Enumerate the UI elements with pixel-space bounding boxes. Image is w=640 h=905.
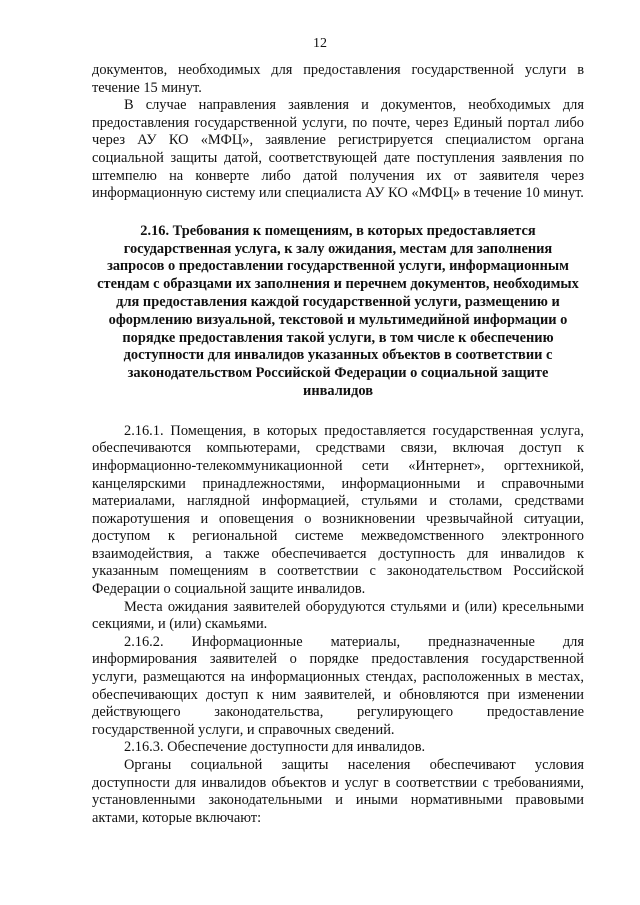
- paragraph: 2.16.3. Обеспечение доступности для инвалидов.: [124, 739, 426, 756]
- section-heading: 2.16. Требования к помещениям, в которых предоставляется государственная услуга, к залу ожидания, местам для заполнения запросов о предоставлении государственной услуги, информационным стендам с образцами их заполнения и перечнем документов, необходимых для предоставления каждой государственной услуги, размещению и оформлению визуальной, текстовой и мультимедийной информации о порядке предоставления такой услуги, в том числе к обеспечению доступности для инвалидов указанных объектов в соответствии с законодательством Российской Федерации о социальной защите инвалидов: [97, 222, 579, 399]
- page-number: 12: [313, 36, 327, 51]
- paragraph: документов, необходимых для предоставления государственной услуги в течение 15 минут.: [92, 62, 584, 96]
- paragraph: 2.16.1. Помещения, в которых предоставляется государственная услуга, обеспечиваются компьютерами, средствами связи, включая доступ к информационно-телекоммуникационной сети «Интернет», оргтехникой, канцелярскими принадлежностями, информационными и справочными материалами, наглядной информацией, стульями и столами, средствами пожаротушения и оповещения о возникновении чрезвычайной ситуации, доступом к региональной системе межведомственного электронного взаимодействия, а также обеспечивается доступность для инвалидов к указанным помещениям в соответствии с законодательством Российской Федерации о социальной защите инвалидов.: [92, 422, 584, 598]
- document-body: [92, 62, 584, 827]
- paragraph: В случае направления заявления и документов, необходимых для предоставления государственной услуги, по почте, через Единый портал либо через АУ КО «МФЦ», заявление регистрируется специалистом органа социальной защиты датой, соответствующей дате поступления заявления по штемпелю на конверте либо датой получения их от заявителя через информационную систему или специалиста АУ КО «МФЦ» в течение 10 минут.: [92, 97, 584, 202]
- paragraph: 2.16.2. Информационные материалы, предназначенные для информирования заявителей о порядке предоставления государственной услуги, размещаются на информационных стендах, расположенных в местах, обеспечивающих доступ к ним заявителей, и обновляются при изменении действующего законодательства, регулирующего предоставление государственной услуги, и справочных сведений.: [92, 633, 584, 738]
- paragraph: Органы социальной защиты населения обеспечивают условия доступности для инвалидов объектов и услуг в соответствии с требованиями, установленными законодательными и иными нормативными правовыми актами, которые включают:: [92, 757, 584, 826]
- paragraph: Места ожидания заявителей оборудуются стульями и (или) кресельными секциями, и (или) скамьями.: [92, 598, 584, 633]
